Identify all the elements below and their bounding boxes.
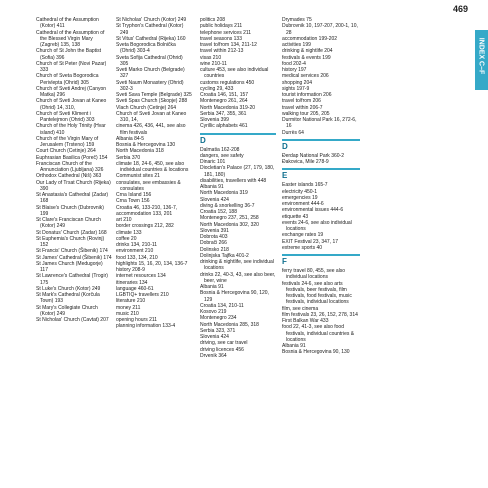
index-entry: Đakovica, Mile 278-9 — [282, 159, 329, 165]
index-letter-heading: D — [282, 139, 360, 151]
index-entry: St Lawrence's Cathedral (Trogir) 175 — [36, 273, 108, 286]
index-entry: history 197 — [282, 67, 307, 73]
index-entry: Albania 91 — [282, 343, 306, 349]
index-entry: walking tour 205, 205 — [282, 110, 330, 117]
index-entry: consulates, see embassies & consulates — [116, 179, 181, 192]
index-entry: St Mark's Cathedral (Korčula Town) 193 — [36, 292, 100, 305]
index-entry: customs regulations 450 — [200, 79, 255, 86]
index-entry: Church of the Virgin Mary of Jerusalem (Trsteno) 159 — [36, 135, 99, 148]
index-entry: Cathedral of the Assumption of the Blessed Virgin Mary (Zagreb) 135, 138 — [36, 29, 105, 48]
index-entry: environmental issues 444-6 — [282, 207, 344, 214]
index-entry: driving licences 456 — [200, 346, 244, 353]
index-entry: food 133, 134, 210 — [116, 254, 158, 261]
index-column-4 — [282, 17, 360, 356]
index-column-1 — [36, 17, 112, 323]
index-entry: Serbia 323, 371 — [200, 327, 236, 334]
index-entry: Sveti Sava Temple (Belgrade) 325 — [116, 92, 192, 98]
index-entry: Albania 91 — [200, 284, 224, 290]
index-entry: environment 210 — [116, 248, 154, 255]
index-entry: travel within 212-13 — [200, 48, 244, 55]
index-entry: drinks 134, 210-11 — [116, 242, 158, 248]
index-letter-heading: D — [200, 133, 276, 145]
index-entry: highlights 15, 16, 20, 134, 136-7 — [116, 260, 188, 267]
index-entry: Sveti Spas Church (Skopje) 288 — [116, 98, 188, 105]
index-entry: dangers, see safety — [200, 152, 244, 159]
index-entry: travel to/from 134, 211-12 — [200, 42, 257, 48]
index-entry: drinking & nightlife 204 — [282, 48, 333, 55]
index-entry: environment 444-6 — [282, 201, 324, 207]
index-entry: film, see cinema — [282, 305, 319, 312]
index-entry: Court Church (Cetinje) 264 — [36, 148, 96, 155]
index-entry: St Anastasia's Cathedral (Zadar) 168 — [36, 192, 109, 205]
index-entry: extreme sports 40 — [282, 244, 323, 251]
index-entry: events 24-6, see also individual locations — [282, 219, 352, 232]
index-entry: coffee 20 — [116, 235, 137, 242]
index-entry: Bosnia & Hercegovina 130 — [116, 142, 176, 148]
index-entry: itineraries 134 — [116, 279, 148, 286]
index-letter-heading: F — [282, 254, 360, 266]
index-entry: exchange rates 19 — [282, 232, 324, 239]
index-entry: diving & snorkelling 36-7 — [200, 202, 255, 209]
index-entry: Church of St Peter (Novi Pazar) 333 — [36, 60, 107, 73]
index-entry: driving, see car travel — [200, 340, 248, 347]
index-entry: Church of the Holy Trinity (Hvar island) 410 — [36, 123, 106, 136]
index-entry: Montenegro 261, 264 — [200, 98, 248, 105]
index-entry: Albania 91 — [200, 184, 224, 190]
index-entry: Serbia 347, 355, 361 — [200, 110, 247, 117]
index-entry: art 210 — [116, 217, 132, 223]
index-entry: Sveta Sofija Cathedral (Ohrid) 305 — [116, 54, 183, 67]
index-entry: St Clare's Franciscan Church (Kotor) 249 — [36, 217, 101, 230]
index-entry: Our Lady of Trsat Church (Rijeka) 390 — [36, 179, 111, 192]
index-entry: Đerdap National Park 360-2 — [282, 152, 344, 159]
index-entry: politics 208 — [200, 17, 226, 23]
index-entry: North Macedonia 319-20 — [200, 104, 256, 111]
index-entry: Dolinjska Tajfka 401-2 — [200, 252, 249, 259]
index-entry: Sveta Bogorodica Bolnička (Ohrid) 303-4 — [116, 42, 176, 55]
index-entry: drinks 22, 40-3, 43, see also beer, beer, wine — [200, 271, 276, 284]
index-entry: St Vitus' Cathedral (Rijeka) 160 — [116, 35, 186, 42]
index-entry: internet resources 134 — [116, 273, 166, 280]
index-entry: etiquette 43 — [282, 213, 309, 220]
index-entry: Kosovo 219 — [200, 309, 227, 315]
index-entry: cinema 426, 436, 441, see also film festivals — [116, 123, 186, 136]
page-number: 469 — [453, 4, 469, 14]
index-entry: travel to/from 206 — [282, 98, 321, 105]
index-entry: Sveti Marko Church (Belgrade) 327 — [116, 67, 185, 80]
index-entry: Durrës 64 — [282, 129, 304, 136]
index-entry: Croatia 134, 210-11 — [200, 302, 244, 309]
index-entry: Easter islands 165-7 — [282, 182, 328, 189]
index-entry: North Macedonia 302, 320 — [200, 221, 259, 228]
index-entry: Euphrasian Basilica (Poreč) 154 — [36, 154, 108, 161]
index-entry: Church of St John the Baptist (Sofia) 396 — [36, 48, 102, 61]
index-column-2 — [116, 17, 192, 330]
index-entry: Croatia 46, 133-210, 136-7, — [116, 204, 178, 211]
index-entry: St Tryphon's Cathedral (Kotor) 249 — [116, 23, 184, 36]
index-entry: St Nicholas' Church (Cavtat) 207 — [36, 317, 109, 323]
index-entry: Church of Sveti Jovan at Kaneo 310, 14, — [116, 110, 187, 123]
index-entry: Montenegro 234 — [200, 315, 237, 322]
index-entry: emergencies 19 — [282, 194, 318, 201]
index-entry: literature 210 — [116, 298, 146, 305]
index-entry: North Macedonia 319 — [200, 190, 248, 197]
index-entry: Church of Sveta Bogorodica Perivlepta (Ohrid) 305 — [36, 73, 99, 86]
index-entry: North Macedonia 285, 318 — [200, 321, 259, 328]
index-entry: food 22, 41-3, see also food festivals, individual countries & locations — [282, 324, 355, 343]
index-entry: festivals 24-6, see also arts festivals, beer festivals, film festivals, food festivals, music festivals, individual locations — [282, 280, 352, 306]
index-entry: accommodation 199-202 — [282, 35, 338, 42]
index-entry: opening hours 211 — [116, 317, 158, 323]
index-entry: St James' Cathedral (Šibenik) 174 — [36, 254, 112, 261]
index-entry: climate 133 — [116, 229, 142, 236]
index-entry: Slovenia 424 — [200, 196, 229, 203]
index-entry: wine 210-11 — [200, 60, 227, 67]
index-entry: ferry travel 80, 455, see also individual locations — [282, 268, 346, 281]
index-entry: sights 197-9 — [282, 85, 310, 92]
index-entry: drinking & nightlife, see individual locations — [200, 259, 274, 272]
index-entry: culture 453, see also individual countries — [200, 67, 269, 80]
index-entry: planning information 133-4 — [116, 323, 176, 330]
index-entry: Dobrači 266 — [200, 240, 227, 247]
index-entry: Communist sites 21 — [116, 173, 160, 180]
index-entry: travel within 206-7 — [282, 104, 323, 111]
index-entry: accommodation 133, 201 — [116, 210, 173, 217]
index-entry: Drvenik 364 — [200, 352, 227, 359]
index-entry: St Nicholas' Church (Kotor) 249 — [116, 17, 187, 23]
index-entry: climate 18, 24-6, 450, see also individual countries & locations — [116, 160, 189, 173]
index-entry: history 208-9 — [116, 267, 145, 273]
index-entry: film festivals 23, 26, 152, 278, 314 — [282, 311, 358, 318]
index-entry: Durmitor National Park 16, 272-6, 16 — [282, 117, 357, 130]
index-entry: Crna Island 156 — [116, 192, 152, 198]
index-entry: language 460-61 — [116, 285, 154, 292]
index-letter-heading: E — [282, 168, 360, 180]
index-entry: Drymades 75 — [282, 17, 312, 23]
index-entry: Dubrovnik 10, 197-207, 200-1, 10, 28 — [282, 23, 358, 36]
index-entry: border crossings 212, 282 — [116, 223, 174, 230]
index-entry: Orthodox Cathedral (Niš) 363 — [36, 173, 102, 180]
index-entry: Dobrota 403 — [200, 234, 228, 240]
index-entry: St James Church (Medugorje) 117 — [36, 260, 103, 273]
index-entry: Church of Sveti Andrej (Canyon Matka) 296 — [36, 85, 107, 98]
index-entry: Dinaric 101 — [200, 159, 226, 165]
index-entry: Croatia 146, 151, 157 — [200, 92, 249, 98]
index-entry: Montenegro 237, 251, 258 — [200, 215, 259, 222]
index-entry: Franciscan Church of the Annunciation (Ljubljana) 326 — [36, 160, 104, 173]
index-entry: electricity 450-1 — [282, 188, 318, 195]
index-entry: music 210 — [116, 310, 139, 317]
index-column-3 — [200, 17, 276, 359]
index-entry: visas 210 — [200, 54, 222, 61]
index-entry: Cathedral of the Assumption (Kotor) 411 — [36, 17, 99, 30]
index-entry: activities 199 — [282, 42, 311, 48]
index-entry: shopping 204 — [282, 79, 313, 86]
index-entry: St Donatus' Church (Zadar) 168 — [36, 229, 107, 236]
index-entry: money 211 — [116, 304, 141, 311]
index-entry: St Francis' Church (Šibenik) 174 — [36, 248, 108, 255]
index-entry: First Balkan War 433 — [282, 318, 329, 324]
index-entry: Church of Sveti Jovan at Kaneo (Ohrid) 14, 310, — [36, 98, 107, 111]
index-entry: St Blaise's Church (Dubrovnik) 199 — [36, 204, 104, 217]
index-entry: LGBTIQ+ travellers 210 — [116, 292, 169, 298]
index-entry: Dalmatia 162-208 — [200, 146, 240, 153]
index-entry: medical services 206 — [282, 73, 329, 80]
index-entry: North Macedonia 318 — [116, 148, 164, 155]
index-entry: food 202-4 — [282, 60, 306, 67]
index-entry: cycling 29, 433 — [200, 85, 234, 92]
index-entry: Sveti Naum Monastery (Ohrid) 302-3 — [116, 79, 184, 92]
index-entry: Albania 84-5 — [116, 135, 145, 142]
index-entry: Serbia 370 — [116, 154, 141, 161]
index-entry: festivals & events 199 — [282, 54, 331, 61]
index-entry: travel seasons 133 — [200, 35, 242, 42]
index-entry: disabilities, travellers with 448 — [200, 177, 267, 184]
index-entry: Slovenia 399 — [200, 117, 229, 123]
index-entry: tourist information 206 — [282, 92, 332, 98]
index-entry: Church of Sveti Kliment i Pantelejmon (Ohrid) 303 — [36, 110, 95, 123]
index-entry: Croatia 152, 188 — [200, 209, 237, 215]
index-entry: EXIT Festival 23, 347, 17 — [282, 238, 339, 245]
index-entry: St Euphemia's Church (Rovinj) 152 — [36, 235, 105, 248]
index-entry: Bosnia & Hercegovina 90, 130 — [282, 349, 350, 356]
index-entry: telephone services 211 — [200, 29, 252, 36]
index-entry: St Mary's Collegiate Church (Kotor) 249 — [36, 304, 98, 317]
index-entry: Crna Town 156 — [116, 198, 150, 205]
index-entry: Vlach Church (Cetinje) 264 — [116, 104, 177, 111]
index-entry: Slovenia 391 — [200, 227, 229, 234]
index-entry: public holidays 211 — [200, 23, 243, 30]
index-entry: Cyrillic alphabets 461 — [200, 123, 248, 130]
index-entry: Bosnia & Hercegovina 90, 120, 129 — [200, 290, 269, 303]
index-entry: St Luke's Church (Kotor) 249 — [36, 285, 101, 292]
index-entry: Slovenia 424 — [200, 334, 229, 340]
index-entry: Diocletian's Palace (27, 179, 180, 181, 180) — [200, 165, 275, 178]
index-entry: Dolinsko 218 — [200, 246, 229, 253]
index-side-tab-label: INDEX C–F — [477, 37, 485, 75]
